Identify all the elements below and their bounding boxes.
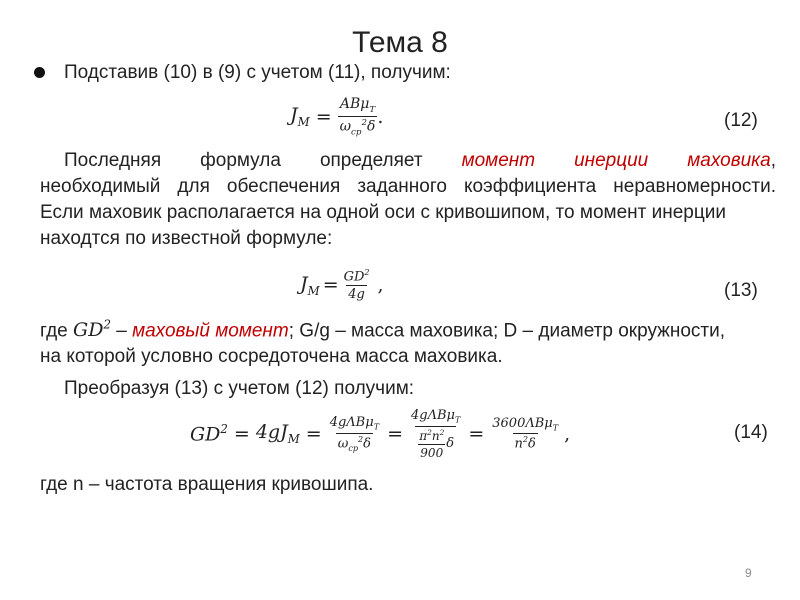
paragraph-2-line-1 — [40, 318, 725, 342]
paragraph-1 — [40, 150, 776, 250]
highlight-flywheel-moment: маховый момент — [132, 320, 289, 342]
paragraph-2-dash: – — [110, 320, 133, 342]
paragraph-1-line-1 — [64, 150, 776, 172]
equation-13-number: (13) — [724, 280, 758, 301]
paragraph-2-where: где — [40, 320, 74, 342]
symbol-gd2: $GD^2$ — [73, 318, 111, 342]
page-number: 9 — [745, 566, 752, 580]
equation-14: $GD^2$ = $4gJ_M$ = $\frac{4g\Lambda B\mu_T}{\omega_{cp}^2\delta}$ = 4gΛBμ$_T$ $\frac{\pi^2n^2}{900}$ δ = $\frac{3600\Lambda B\mu_T}{n^2\delta}$ , — [190, 408, 571, 460]
paragraph-1-line-3: Если маховик располагается на одной оси с кривошипом, то момент инерции — [40, 202, 726, 223]
transform-text: Преобразуя (13) с учетом (12) получим: — [64, 378, 415, 399]
equation-12: $J_M$ = $\frac{AB\mu_T}{\omega_{cp}^2\delta}$ . — [290, 96, 384, 138]
slide-title: Тема 8 — [352, 26, 448, 59]
paragraph-1-text-a: Последняя формула определяет — [64, 150, 462, 171]
intro-text: Подставив (10) в (9) с учетом (11), получим: — [64, 62, 451, 83]
paragraph-2 — [40, 318, 725, 368]
equation-13: $J_M$ = $\frac{GD^2}{4g}$ , — [300, 268, 384, 303]
equation-12-number: (12) — [724, 110, 758, 131]
footnote-text: где n – частота вращения кривошипа. — [40, 474, 374, 495]
equation-14-number: (14) — [734, 422, 768, 443]
paragraph-1-text-b: , — [770, 150, 776, 171]
highlight-flywheel-inertia: момент инерции маховика — [461, 150, 771, 171]
paragraph-2-line-2: на которой условно сосредоточена масса маховика. — [40, 346, 503, 368]
paragraph-1-line-2: необходимый для обеспечения заданного коэффициента неравномерности. — [40, 176, 776, 197]
bullet-dot — [34, 67, 45, 78]
paragraph-2-rest: ; G/g – масса маховика; D – диаметр окружности, — [288, 320, 726, 342]
paragraph-1-line-4: находтся по известной формуле: — [40, 228, 333, 249]
